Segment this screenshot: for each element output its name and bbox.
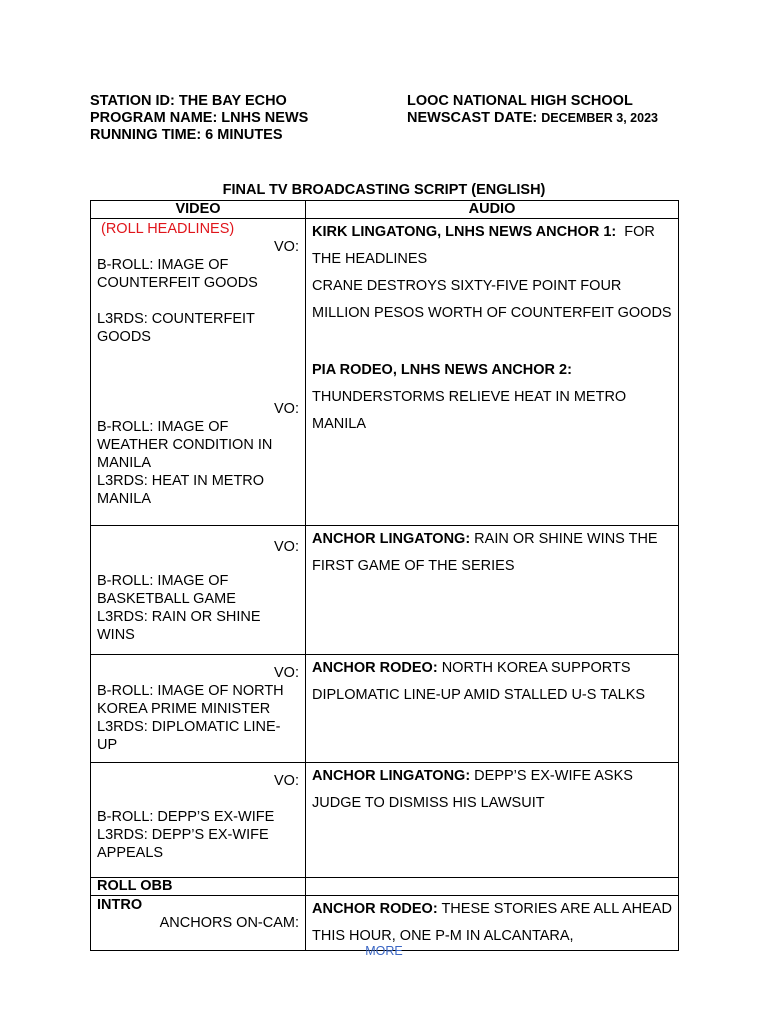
broll-text: B-ROLL: IMAGE OF BASKETBALL GAME [97, 573, 236, 607]
broll-text: B-ROLL: IMAGE OF COUNTERFEIT GOODS [97, 257, 258, 291]
broll-text: B-ROLL: IMAGE OF WEATHER CONDITION IN MANILA [97, 419, 273, 471]
audio-text: FOR THE HEADLINES [312, 224, 659, 267]
school-name: LOOC NATIONAL HIGH SCHOOL [407, 93, 633, 109]
speaker-label: KIRK LINGATONG, LNHS NEWS ANCHOR 1: [312, 224, 617, 240]
vo-label: VO: [274, 401, 299, 417]
roll-obb: ROLL OBB [91, 878, 306, 896]
video-cell [91, 655, 306, 763]
vo-label: VO: [274, 665, 299, 681]
audio-text: THESE STORIES ARE ALL AHEAD THIS HOUR, ONE P-M IN ALCANTARA, [312, 901, 672, 944]
script-table [90, 200, 679, 951]
vo-label: VO: [274, 539, 299, 555]
l3rds-text: L3RDS: COUNTERFEIT GOODS [97, 311, 255, 345]
audio-cell [306, 219, 679, 526]
audio-text: CRANE DESTROYS SIXTY-FIVE POINT FOUR MILLION PESOS WORTH OF COUNTERFEIT GOODS [312, 278, 672, 321]
audio-text: NORTH KOREA SUPPORTS DIPLOMATIC LINE-UP AMID STALLED U-S TALKS [312, 660, 646, 703]
video-column-header: VIDEO [91, 201, 306, 219]
header-left [90, 93, 308, 144]
running-time: RUNNING TIME: 6 MINUTES [90, 127, 283, 143]
vo-label: VO: [274, 239, 299, 255]
video-cell [91, 896, 306, 951]
l3rds-text: L3RDS: HEAT IN METRO MANILA [97, 473, 265, 507]
table-row [91, 526, 679, 655]
audio-text: THUNDERSTORMS RELIEVE HEAT IN METRO MANILA [312, 389, 627, 432]
audio-cell [306, 655, 679, 763]
more-link[interactable]: MORE [365, 944, 403, 958]
anchors-on-cam: ANCHORS ON-CAM: [159, 915, 299, 931]
l3rds-text: L3RDS: RAIN OR SHINE WINS [97, 609, 261, 643]
empty-cell [306, 878, 679, 896]
audio-text: DEPP’S EX-WIFE ASKS JUDGE TO DISMISS HIS LAWSUIT [312, 768, 633, 811]
audio-cell [306, 896, 679, 951]
newscast-date-label: NEWSCAST DATE: [407, 110, 542, 126]
speaker-label: PIA RODEO, LNHS NEWS ANCHOR 2: [312, 362, 572, 378]
broll-text: B-ROLL: IMAGE OF NORTH KOREA PRIME MINISTER [97, 683, 284, 717]
audio-cell [306, 763, 679, 878]
audio-cell [306, 526, 679, 655]
speaker-label: ANCHOR RODEO: [312, 901, 438, 917]
audio-column-header: AUDIO [306, 201, 679, 219]
video-cell [91, 219, 306, 526]
table-row [91, 878, 679, 896]
audio-text: RAIN OR SHINE WINS THE FIRST GAME OF THE SERIES [312, 531, 658, 574]
video-cell [91, 526, 306, 655]
intro-label: INTRO [97, 897, 143, 913]
table-row [91, 655, 679, 763]
speaker-label: ANCHOR RODEO: [312, 660, 438, 676]
broll-text: B-ROLL: DEPP’S EX-WIFE [97, 809, 275, 825]
vo-label: VO: [274, 773, 299, 789]
l3rds-text: L3RDS: DEPP’S EX-WIFE APPEALS [97, 827, 269, 861]
speaker-label: ANCHOR LINGATONG: [312, 531, 471, 547]
speaker-label: ANCHOR LINGATONG: [312, 768, 471, 784]
program-name: PROGRAM NAME: LNHS NEWS [90, 110, 309, 126]
table-row [91, 896, 679, 951]
table-header-row [91, 201, 679, 219]
table-row [91, 763, 679, 878]
newscast-date-line [407, 110, 658, 127]
table-row [91, 219, 679, 526]
l3rds-text: L3RDS: DIPLOMATIC LINE-UP [97, 719, 281, 753]
roll-headlines: (ROLL HEADLINES) [101, 221, 235, 237]
newscast-date: DECEMBER 3, 2023 [541, 111, 658, 125]
video-cell [91, 763, 306, 878]
station-id: STATION ID: THE BAY ECHO [90, 93, 287, 109]
script-title: FINAL TV BROADCASTING SCRIPT (ENGLISH) [222, 182, 546, 198]
header-right [407, 93, 658, 127]
